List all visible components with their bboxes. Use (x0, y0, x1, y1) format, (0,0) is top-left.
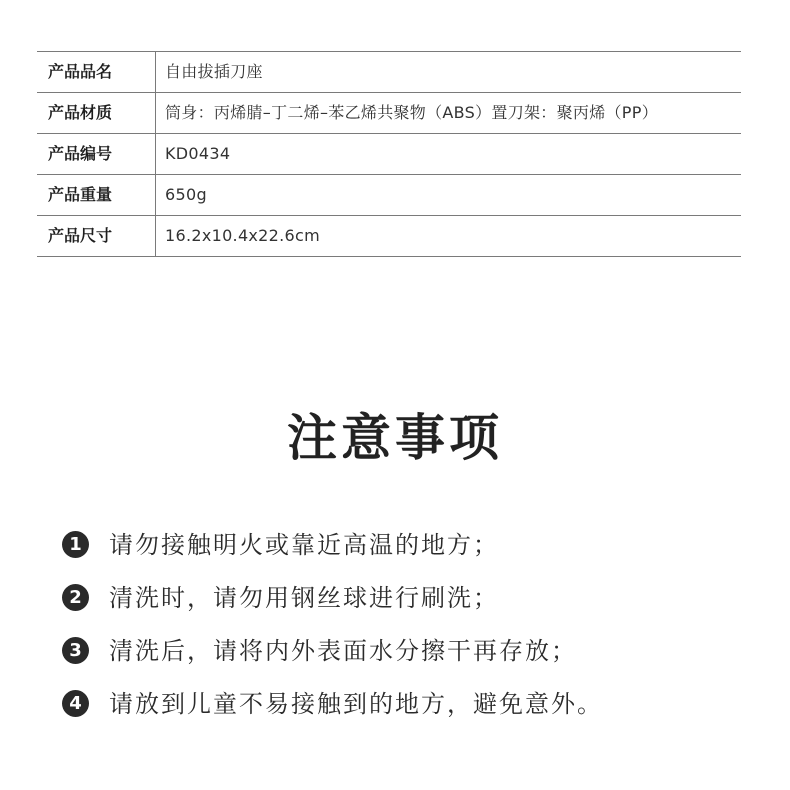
notice-title: 注意事项 (287, 409, 503, 467)
spec-value: 自由拔插刀座 (156, 52, 742, 93)
spec-row-weight (37, 175, 741, 216)
spec-value: KD0434 (156, 134, 742, 175)
spec-label: 产品材质 (37, 93, 156, 134)
spec-row-code (37, 134, 741, 175)
spec-label: 产品编号 (37, 134, 156, 175)
notice-item (62, 571, 762, 624)
spec-row-name (37, 52, 741, 93)
spec-value: 筒身：丙烯腈–丁二烯–苯乙烯共聚物（ABS）置刀架：聚丙烯（PP） (156, 93, 742, 134)
notice-text: 请勿接触明火或靠近高温的地方； (109, 530, 499, 559)
notice-item (62, 518, 762, 571)
notice-list (62, 518, 762, 730)
spec-label: 产品品名 (37, 52, 156, 93)
notice-text: 清洗后，请将内外表面水分擦干再存放； (109, 636, 577, 665)
number-badge-1: 1 (62, 531, 89, 558)
spec-row-size (37, 216, 741, 257)
number-badge-4: 4 (62, 690, 89, 717)
spec-row-material (37, 93, 741, 134)
spec-value: 650g (156, 175, 742, 216)
number-badge-3: 3 (62, 637, 89, 664)
spec-label: 产品尺寸 (37, 216, 156, 257)
spec-value: 16.2x10.4x22.6cm (156, 216, 742, 257)
notice-item (62, 624, 762, 677)
spec-label: 产品重量 (37, 175, 156, 216)
notice-item (62, 677, 762, 730)
notice-text: 清洗时，请勿用钢丝球进行刷洗； (109, 583, 499, 612)
number-badge-2: 2 (62, 584, 89, 611)
notice-text: 请放到儿童不易接触到的地方，避免意外。 (109, 689, 603, 718)
spec-table (37, 51, 741, 257)
